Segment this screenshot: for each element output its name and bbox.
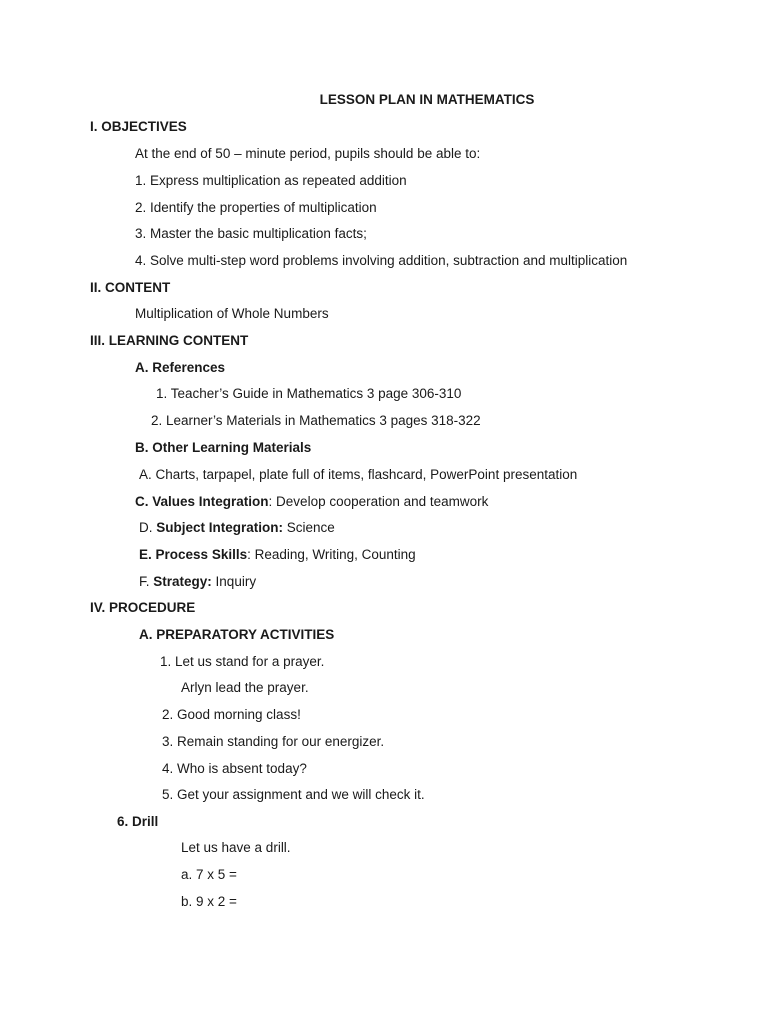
item-marker: A. xyxy=(139,467,152,482)
references-heading: A. References xyxy=(135,360,226,375)
content-heading: II. CONTENT xyxy=(90,280,171,295)
item-label: Subject Integration: xyxy=(156,520,284,535)
preparatory-item: Arlyn lead the prayer. xyxy=(181,680,309,695)
material-item xyxy=(139,520,335,536)
material-item xyxy=(139,574,256,590)
learning-content-heading: III. LEARNING CONTENT xyxy=(90,333,249,348)
procedure-heading: IV. PROCEDURE xyxy=(90,600,196,615)
objective-item: 2. Identify the properties of multiplication xyxy=(135,200,377,215)
objective-item: 4. Solve multi-step word problems involving addition, subtraction and multiplication xyxy=(135,253,628,268)
objectives-intro: At the end of 50 – minute period, pupils should be able to: xyxy=(135,146,481,161)
item-marker: E. xyxy=(139,547,152,562)
objectives-heading: I. OBJECTIVES xyxy=(90,119,187,134)
item-text: Charts, tarpapel, plate full of items, flashcard, PowerPoint presentation xyxy=(155,467,578,482)
page-title: LESSON PLAN IN MATHEMATICS xyxy=(319,92,535,107)
drill-item: a. 7 x 5 = xyxy=(181,867,237,882)
item-text: Inquiry xyxy=(211,574,257,589)
item-label: Process Skills xyxy=(155,547,248,562)
preparatory-item: 4. Who is absent today? xyxy=(162,761,307,776)
item-marker: D. xyxy=(139,520,153,535)
preparatory-item: 3. Remain standing for our energizer. xyxy=(162,734,385,749)
item-marker: F. xyxy=(139,574,150,589)
content-text: Multiplication of Whole Numbers xyxy=(135,306,329,321)
item-text: : Develop cooperation and teamwork xyxy=(268,494,489,509)
preparatory-item: 5. Get your assignment and we will check it. xyxy=(162,787,425,802)
other-materials-heading: B. Other Learning Materials xyxy=(135,440,312,455)
material-item xyxy=(135,494,488,510)
drill-item: b. 9 x 2 = xyxy=(181,894,237,909)
preparatory-item: 2. Good morning class! xyxy=(162,707,301,722)
drill-heading: 6. Drill xyxy=(117,814,159,829)
objective-item: 3. Master the basic multiplication facts; xyxy=(135,226,367,241)
item-text: Science xyxy=(283,520,335,535)
item-label: Strategy: xyxy=(153,574,212,589)
preparatory-heading: A. PREPARATORY ACTIVITIES xyxy=(139,627,335,642)
objective-item: 1. Express multiplication as repeated addition xyxy=(135,173,407,188)
reference-item: 2. Learner’s Materials in Mathematics 3 pages 318-322 xyxy=(151,413,481,428)
item-marker: C. xyxy=(135,494,149,509)
drill-intro: Let us have a drill. xyxy=(181,840,291,855)
reference-item: 1. Teacher’s Guide in Mathematics 3 page 306-310 xyxy=(156,386,462,401)
item-label: Values Integration xyxy=(152,494,269,509)
material-item xyxy=(139,547,416,563)
item-text: : Reading, Writing, Counting xyxy=(247,547,416,562)
material-item xyxy=(139,467,577,483)
preparatory-item: 1. Let us stand for a prayer. xyxy=(160,654,325,669)
